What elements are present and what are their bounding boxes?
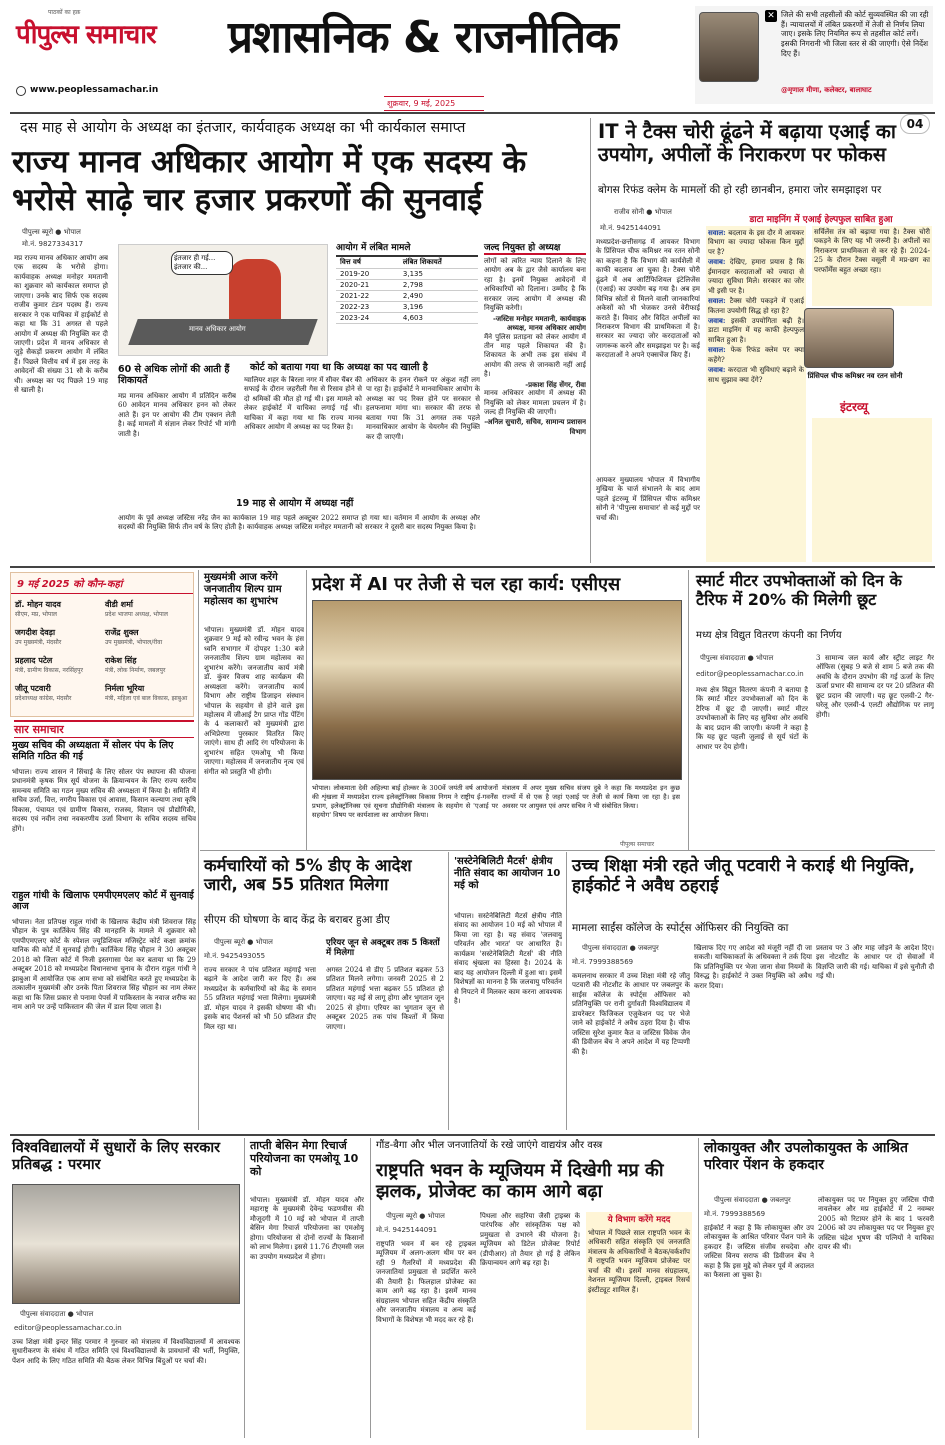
events-box: [10, 572, 194, 717]
qa-line: सवाल: बदलाव के इस दौर में आयकर विभाग का ज्यादा फोकस किन मुद्दों पर है?: [708, 228, 804, 256]
lokayukt-body: हाईकोर्ट ने कहा है कि लोकायुक्त और उप लोकायुक्त के आश्रित परिवार पेंशन पाने के हकदार हैं। जस्टिस संजीव सचदेवा और जस्टिस विनय सराफ की डिवीजन बेंच ने कहा है कि इस मुद्दे को लेकर पूर्व में अदालत का फैसला आ चुका है।: [704, 1224, 814, 1280]
lokayukt-mobile: मो.नं. 7999388569: [704, 1210, 766, 1218]
patwari-mobile: मो.नं. 7999388569: [572, 958, 634, 966]
event-item: डॉ. मोहन यादव सीएम, मप्र, भोपाल: [15, 600, 61, 618]
meter-byline: पीपुल्स संवाददाता ● भोपाल: [700, 654, 774, 662]
museum-body2: पिथला और सहरिया जैसी ट्राइब्स के पारंपरिक और सांस्कृतिक पक्ष को प्रमुखता से उभारने की योजना है। म्यूजियम को डिटेल प्रोजेक्ट रिपोर्ट (डीपीआर) तो तैयार हो गई है लेकिन क्रियान्वयन आगे बढ़ रहा है।: [480, 1212, 580, 1268]
saar-title: सार समाचार: [14, 720, 194, 738]
page-number: 04: [900, 114, 930, 134]
lead-headline: राज्य मानव अधिकार आयोग में एक सदस्य के भरोसे साढ़े चार हजार प्रकरणों की सुनवाई: [12, 144, 527, 218]
museum-body: राष्ट्रपति भवन में बन रहे ट्राइबल म्यूजियम में अलग-अलग थीम पर बन रही 9 गैलरियों में मध्यप्रदेश की जनजातियां प्रमुखता से प्रदर्शित करने की तैयारी है। फिलहाल प्रोजेक्ट का काम आगे बढ़ रहा है। इसमें मानव संग्रहालय भोपाल सहित केंद्रीय संस्कृति और जनजातीय मंत्रालय व अन्य कई विभागों के विशेषज्ञ भी मदद कर रहे हैं।: [376, 1240, 476, 1324]
museum-byline: पीपुल्स ब्यूरो ● भोपाल: [386, 1212, 445, 1220]
quote-box: [695, 6, 933, 104]
lokayukt-headline: लोकायुक्त और उपलोकायुक्त के आश्रित परिवार पेंशन के हकदार: [704, 1140, 908, 1173]
saar-b1: भोपाल। राज्य शासन ने सिंचाई के लिए सोलर पंप स्थापना की योजना प्रधानमंत्री कृषक मित्र सूर्य योजना के क्रियान्वयन के लिए राज्य स्तरीय समन्वय समिति का गठन मुख्य सचिव की अध्यक्षता में किया है। समिति में सचिव उर्जा, वित्त, नगरीय विकास एवं आवास, किसान कल्याण तथा कृषि विकास, पंचायत एवं ग्रामीण विकास, राजस्व, विज्ञान एवं प्रौद्योगिकी, सदस्य एवं नवीन तथा नवकरणीय उर्जा विभाग के सचिव सदस्य सचिव होंगे।: [12, 768, 196, 833]
museum-headline: राष्ट्रपति भवन के म्यूजियम में दिखेगी मप्र की झलक, प्रोजेक्ट का काम आगे बढ़ा: [376, 1160, 664, 1203]
it-qa: [706, 226, 806, 562]
da-byline: पीपुल्स ब्यूरो ● भोपाल: [214, 938, 273, 946]
side-title: जल्द नियुक्त हो अध्यक्ष: [484, 240, 586, 255]
tapi-body: भोपाल। मुख्यमंत्री डॉ. मोहन यादव और महाराष्ट्र के मुख्यमंत्री देवेन्द्र फडणवीस की मौजूदगी में 10 मई को भोपाल में ताप्ती बेसिन मेगा रिचार्ज परियोजना का एमओयू होगा। परियोजना से दोनों राज्यों के किसानों को लाभ मिलेगा। इससे 11.76 टीएमसी जल का उपयोग मध्यप्रदेश में होगा।: [250, 1196, 364, 1261]
table-header: वित्त वर्ष लंबित शिकायतें: [336, 257, 478, 269]
da-body: राज्य सरकार ने पांच प्रतिशत महंगाई भत्ता बढ़ाने के आदेश जारी कर दिए हैं। अब मध्यप्रदेश के कर्मचारियों को केंद्र के समान 55 प्रतिशत महंगाई भत्ता मिलेगा। मुख्यमंत्री डॉ. मोहन यादव ने इसकी घोषणा की थी। इसके बाद पेंशनर्स को भी 50 प्रतिशत डीए मिल रहा था।: [204, 966, 316, 1031]
lead-sub2: कोर्ट को बताया गया था कि अध्यक्ष का पद खाली है: [250, 362, 428, 373]
museum-box: [586, 1212, 692, 1430]
it-headline: IT ने टैक्स चोरी ढूंढने में बढ़ाया एआई का उपयोग, अपीलों के निराकरण पर फोकस: [598, 120, 896, 166]
it-body2: आयकर मुख्यालय भोपाल में विभागीय मुखिया के चार्ज संभालने के बाद आम पहले इंटरव्यू में प्रिंसिपल चीफ कमिश्नर सोनी ने 'पीपुल्स समाचार' से कई मुद्दों पर चर्चा की।: [596, 476, 700, 522]
da-mobile: मो.नं. 9425493055: [204, 952, 266, 960]
side-quote: मानव अधिकार आयोग में अध्यक्ष की नियुक्ति को लेकर मामला प्रचलन में है। जल्द ही नियुक्ति की जाएगी।: [484, 389, 586, 416]
cartoon-speech: इंतजार ही गई... इंतजार की...: [171, 251, 233, 275]
vv-byline: पीपुल्स संवाददाता ● भोपाल: [20, 1310, 94, 1318]
logo-tagline: पाठकों का हक़: [48, 9, 81, 16]
it-photo: [804, 308, 894, 368]
it-subhead: बोगस रिफंड क्लेम के मामलों की हो रही छानबीन, हमारा जोर समझाइश पर: [598, 184, 882, 196]
da-headline: कर्मचारियों को 5% डीए के आदेश जारी, अब 55 प्रतिशत मिलेगा: [204, 856, 412, 895]
lokayukt-body2: लोकायुक्त पद पर नियुक्त हुए जस्टिस पीपी नावलेकर और मप्र हाईकोर्ट में 2 नवम्बर 2005 को रिटायर होने के बाद 1 फरवरी 2006 को उप लोकायुक्त पद पर नियुक्त हुए जस्टिस चंद्रेश भूषण की पत्नियों ने याचिका दायर की थी।: [818, 1196, 934, 1252]
museum-mobile: मो.नं. 9425144091: [376, 1226, 438, 1234]
it-qa-lower: [812, 418, 932, 562]
pending-table: [336, 257, 478, 324]
ai-headline: प्रदेश में AI पर तेजी से चल रहा कार्य: एसीएस: [312, 574, 621, 595]
quote-attribution: @मृणाल मीणा, कलेक्टर, बालाघाट: [781, 86, 872, 94]
ai-caption1: भोपाल। लोकमाता देवी अहिल्या बाई होल्कर के 300वें जयंती वर्ष आयोजनों की शृंखला में मध्यप्रदेश राज्य इलेक्ट्रॉनिक्स विकास निगम ने राष्ट्रीय ई-गवर्नेंस प्रभाग, इलेक्ट्रॉनिक्स एवं सूचना प्रौद्योगिकी मंत्रालय के सहयोग से 'एआई पर सहयोग' विषय पर कार्यशाला का आयोजन किया।: [312, 784, 498, 819]
vv-headline: विश्वविद्यालयों में सुधारों के लिए सरकार प्रतिबद्ध : परमार: [12, 1140, 221, 1174]
cm-body: भोपाल। मुख्यमंत्री डॉ. मोहन यादव शुक्रवार 9 मई को रवीन्द्र भवन के हंस ध्वनि सभागार में दोपहर 1:30 बजे जनजातीय शिल्प ग्राम महोत्सव का शुभारंभ करेंगे। जनजातीय कार्य मंत्री डॉ. कुंवर विजय शाह कार्यक्रम की अध्यक्षता करेंगे। जनजातीय कार्य विभाग और राष्ट्रीय डिजाइन संस्थान भोपाल के सहयोग से होने वाले इस महोत्सव में जीआई टैग प्राप्त गोंड पेंटिंग के 4 कलाकारों को मुख्यमंत्री द्वारा अभिप्रेरणा पुरस्कार वितरित किए जाएंगे। साथ ही आदि रंग परियोजना के शुभारंभ सहित एमओयू भी किया जाएगा। महोत्सव में जनजातीय नृत्य एवं संगीत को प्रस्तुति भी होगी।: [204, 626, 304, 776]
qa-line: जवाब: इसकी उपयोगिता बढ़ी है। डाटा माइनिंग में यह काफी हेल्पफुल साबित हुआ है।: [708, 315, 804, 344]
lead-sub3-body: आयोग के पूर्व अध्यक्ष जस्टिस नरेंद्र जैन का कार्यकाल 19 माह पहले अक्टूबर 2022 समाप्त हो गया था। वर्तमान में आयोग के अध्यक्ष और सदस्यों की नियुक्ति सिर्फ तीन वर्ष के लिए होती है। कार्यवाहक अध्यक्ष जस्टिस मनोहर ममतानी को सरकार ने दूसरी बार सदस्य नियुक्त किया है।: [118, 514, 480, 532]
events-title: 9 मई 2025 को कौन-कहां: [11, 573, 193, 594]
ai-caption2: मंत्रालय में अपर मुख्य सचिव संजय दुबे ने कहा कि मध्यप्रदेश इन कुछ राज्यों में से एक है जहां एआई पर तेजी से कार्य किया जा रहा है। इस अवसर पर आयुक्त एवं अपर सचिव ने भी संबोधित किया।: [502, 784, 680, 810]
website-link[interactable]: www.peoplessamachar.in: [30, 85, 159, 95]
side-quote-by: -प्रकाश सिंह सेंगर, रीवा: [525, 379, 586, 389]
collector-photo: [699, 12, 759, 82]
event-item: राजेंद्र शुक्ल उप मुख्यमंत्री, भोपाल/रीवा: [105, 628, 163, 646]
pending-table-box: [336, 240, 478, 324]
event-item: जगदीश देवड़ा उप मुख्यमंत्री, मंदसौर: [15, 628, 62, 646]
cartoon-desk-label: मानव अधिकार आयोग: [189, 325, 246, 333]
patwari-body3: प्रस्ताव पर 3 और माह जोड़ने के आदेश दिए। इस नोटशीट के आधार पर दो सेवाओं में विज्ञप्ति जारी की गई। याचिका में इसे चुनौती दी गई थी।: [816, 944, 934, 981]
cm-headline: मुख्यमंत्री आज करेंगे जनजातीय शिल्प ग्राम महोत्सव का शुभारंभ: [204, 572, 282, 607]
side-quote: मैंने पुलिस प्रताड़ना को लेकर आयोग में तीन माह पहले शिकायत की है। शिकायत के अभी तक इस संबंध में आयोग की तरफ से जानकारी नहीं आई है।: [484, 332, 586, 379]
meter-subhead: मध्य क्षेत्र विद्युत वितरण कंपनी का निर्णय: [696, 630, 842, 641]
event-item: निर्मला भूरिया मंत्री, महिला एवं बाल विकास, झाबुआ: [105, 684, 188, 702]
quote-text: जिले की सभी तहसीलों की कोर्ट सुव्यवस्थित की जा रही हैं। न्यायालयों में लंबित प्रकरणों में तेजी से निर्णय लिया जाए। इसके लिए नियमित रूप से तहसील कोर्ट लगें। इसकी निगरानी भी जिला स्तर से की जाएगी। ऐसे निर्देश दिए हैं।: [781, 10, 929, 58]
museum-kicker: गौंड-बैगा और भील जनजातियों के रखे जाएंगे वाद्ययंत्र और वस्त्र: [376, 1140, 603, 1151]
patwari-body: कमलनाथ सरकार में उच्च शिक्षा मंत्री रहे जीतू पटवारी की नोटशीट के आधार पर जबलपुर के साईंस कॉलेज के स्पोर्ट्स ऑफिसर को प्रतिनियुक्ति पर रानी दुर्गावती विश्वविद्यालय में डायरेक्टर फिजिकल एजुकेशन पद पर भेजे जाने को हाईकोर्ट ने अवैध ठहरा दिया है। चीफ जस्टिस सुरेश कुमार कैत व जस्टिस विवेक जैन की डिवीजन बेंच ने अपने आदेश में यह टिप्पणी की है।: [572, 972, 690, 1056]
tapi-headline: ताप्ती बेसिन मेगा रिचार्ज परियोजना का एमओयू 10 को: [250, 1139, 359, 1178]
qa-line: जवाब: करदाता भी सुविधाएं बढ़ाने के साथ सुझाव क्या देंगे?: [708, 365, 804, 384]
lead-side: [484, 240, 586, 436]
qa-line: जवाब: देखिए, हमारा प्रयास है कि ईमानदार करदाताओं को ज्यादा से ज्यादा सुविधा मिले। सरकार का जोर भी इसी पर है।: [708, 257, 804, 295]
ai-photo-credit: पीपुल्स समाचार: [620, 841, 655, 848]
vv-email[interactable]: editor@peoplessamachar.co.in: [14, 1324, 122, 1332]
meter-body: मध्य क्षेत्र विद्युत वितरण कंपनी ने बताया है कि स्मार्ट मीटर उपभोक्ताओं को दिन के टैरिफ में छूट दी जाएगी। स्मार्ट मीटर उपभोक्ताओं के लिए यह सुविधा ओर अवधि के बाद प्रदान की जाएगी। कंपनी ने कहा है कि यह छूट पहली जुलाई से सूर्य घंटों के आधार पर देय होगी।: [696, 686, 808, 751]
table-row: 2020-21 2,798: [336, 280, 478, 291]
saar-b2: भोपाल। नेता प्रतिपक्ष राहुल गांधी के खिलाफ केंद्रीय मंत्री शिवराज सिंह चौहान के पुत्र कार्तिकेय सिंह की मानहानि के मामले में शुक्रवार को एमपीएमएलए कोर्ट के स्पेशल ज्यूडिशियल मजिस्ट्रेट कोर्ट कक्षा क्रमांक यानिक की कोर्ट में सुनवाई होगी। कार्तिकेय सिंह चौहान ने 30 अक्टूबर 2018 को जिला कोर्ट में निजी इस्तगासा पेश कर बताया था कि 29 अक्टूबर 2018 को मध्यप्रदेश विधानसभा चुनाव के दौरान राहुल गांधी ने झाबुआ में आयोजित एक आम सभा को संबोधित करते हुए मध्यप्रदेश के तत्कालीन मुख्यमंत्री और उनके पिता शिवराज सिंह चौहान का नाम लेकर कहा था कि जिस प्रकार से पनामा पेपर्स में पाकिस्तान के नवाज शरीफ का नाम आने पर उन्हें पाकिस्तान की जेल में डाल दिया जाता है।: [12, 918, 196, 1011]
da-side-body: अगस्त 2024 से डीए 5 प्रतिशत बढ़कर 53 प्रतिशत मिलने लगेगा। जनवरी 2025 से 2 प्रतिशत महंगाई भत्ता बढ़कर 55 प्रतिशत हो जाएगा। यह मई से लागू होगा और भुगतान जून 2025 से होगा। एरियर का भुगतान जून से अक्टूबर 2025 तक पांच किश्तों में किया जाएगा।: [326, 966, 444, 1031]
patwari-subhead: मामला साईंस कॉलेज के स्पोर्ट्स ऑफिसर की नियुक्ति का: [572, 922, 789, 934]
it-mobile: मो.नं. 9425144091: [600, 224, 662, 232]
side-quote-by: -अनिल सुचारी, सचिव, सामान्य प्रशासन विभाग: [484, 417, 586, 436]
event-item: राकेश सिंह मंत्री, लोक निर्माण, जबलपुर: [105, 656, 166, 674]
pending-table-title: आयोग में लंबित मामले: [336, 240, 478, 257]
it-body: मध्यप्रदेश-छत्तीसगढ़ में आयकर विभाग के प्रिंसिपल चीफ कमिश्नर नव रतन सोनी का कहना है कि विभाग की कार्यशैली में काफी बदलाव आ चुका है। टैक्स चोरी ढूंढने में अब आर्टिफिशियल इंटेलिजेंस (एआई) का उपयोग बढ़ गया है। अब हम विभिन्न स्रोतों से मिलने वाली जानकारियां अकेसों को भी भेजकर उनसे वेरीफाई कराते हैं। विवाद और विदित अपीलों का निराकरण विभाग की प्राथमिकता में है। सरकार का ज्यादा जोर करदाताओं को जागरूक करने और समझाइश पर है। कई करदाताओं ने अपने एक्सचेंज किए हैं।: [596, 238, 700, 360]
table-row: 2021-22 2,490: [336, 291, 478, 302]
it-byline: राजीव सोनी ● भोपाल: [614, 208, 672, 216]
section-title: प्रशासनिक & राजनीतिक: [228, 12, 618, 63]
meter-email[interactable]: editor@peoplessamachar.co.in: [696, 670, 804, 678]
meter-body2: 3 सामान्य जल कार्य और स्ट्रीट लाइट गैर ऑफिस (सुबह 9 बजे से शाम 5 बजे तक की अवधि के दौरान उपभोग की गई ऊर्जा के लिए ऊर्जा प्रभार की सामान्य दर पर 20 प्रतिशत की छूट प्रदान की जाएगी। यह छूट एलवी-2 गैर-घरेलू और एलवी-4 एलटी औद्योगिक पर लागू होगी।: [816, 654, 934, 719]
saar-h1: मुख्य सचिव की अध्यक्षता में सोलर पंप के लिए समिति गठित की गई: [12, 740, 174, 763]
patwari-body2: खिलाफ दिए गए आदेश को मंजूरी नहीं दी जा सकती। याचिकाकर्ता के अधिवक्ता ने तर्क दिया कि प्रतिनियुक्ति पर भेजा जाना सेवा नियमों के विरुद्ध है। हाईकोर्ट ने उक्त नियुक्ति को अवैध करार दिया।: [694, 944, 812, 990]
museum-box-body: भोपाल में पिछले साल राष्ट्रपति भवन के अधिकारी सहित संस्कृति एवं जनजाति मंत्रालय के अधिकारियों ने बैठक/वर्कशॉप में राष्ट्रपति भवन म्यूजियम प्रोजेक्ट पर चर्चा की थी। इसमें मानव संग्रहालय, नेशनल म्यूजियम दिल्ली, ट्राइबल रिसर्च इंस्टीट्यूट शामिल हैं।: [588, 1229, 690, 1294]
lead-sub1-body: मप्र मानव अधिकार आयोग में प्रतिदिन करीब 60 आवेदन मानव अधिकार हनन को लेकर आते हैं। इन पर आयोग की टीम एक्शन लेती है। कई मामलों में संज्ञान लेकर रिपोर्ट भी मांगी जाती है।: [118, 392, 236, 438]
qa-line: सवाल: फेक रिफंड क्लेम पर क्या कहेंगे?: [708, 345, 804, 364]
side-quote-by: -जस्टिस मनोहर ममतानी, कार्यवाहक अध्यक्ष, मानव अधिकार आयोग: [492, 313, 586, 333]
da-subhead: सीएम की घोषणा के बाद केंद्र के बराबर हुआ डीए: [204, 914, 390, 926]
vv-photo: [12, 1184, 240, 1304]
lead-sub1: 60 से अधिक लोगों की आती हैं शिकायतें: [118, 364, 230, 387]
event-item: वीडी शर्मा प्रदेश भाजपा अध्यक्ष, भोपाल: [105, 600, 168, 618]
lead-byline: पीपुल्स ब्यूरो ● भोपाल: [22, 228, 81, 236]
issue-date: शुक्रवार, 9 मई, 2025: [384, 96, 484, 111]
sustain-headline: 'सस्टेनेबिलिटी मैटर्स' क्षेत्रीय नीति संवाद का आयोजन 10 मई को: [454, 856, 561, 891]
sustain-body: भोपाल। सस्टेनेबिलिटी मैटर्स क्षेत्रीय नीति संवाद का आयोजन 10 मई को भोपाल में किया जा रहा है। यह संवाद 'जलवायु परिवर्तन और भारत' पर आधारित है। कार्यक्रम 'सस्टेनेबिलिटी मैटर्स' की नीति संवाद श्रृंखला का हिस्सा है। 2024 के बाद यह आयोजन दिल्ली में हुआ था। इसमें विशेषज्ञों का मानना है कि जलवायु परिवर्तन से निपटने में मिलकर काम करना आवश्यक है।: [454, 912, 562, 1005]
patwari-byline: पीपुल्स संवाददाता ● जबलपुर: [582, 944, 659, 952]
table-row: 2022-23 3,196: [336, 302, 478, 313]
museum-box-title: ये विभाग करेंगे मदद: [607, 1215, 671, 1225]
side-quote: लोगों को त्वरित न्याय दिलाने के लिए आयोग अब के द्वार जैसे कार्यालय बना रहा है। इनमें नियुक्त आवेदनों में अधिकारियों को दिलाना। उम्मीद है कि सरकार जल्द आयोग में अध्यक्ष की नियुक्ति करेगी।: [484, 257, 586, 313]
it-qa-right: सर्विलेंस तंत्र को बढ़ाया गया है। टैक्स चोरी पकड़ने के लिए यह भी जरूरी है। अपीलों का निराकरण प्राथमिकता से कर रहे हैं। 2024-25 के दौरान टैक्स वसूली में मप्र-छग का परफॉर्मेंस बहुत अच्छा रहा।: [812, 226, 932, 306]
it-photo-caption: प्रिंसिपल चीफ कमिश्नर नव रतन सोनी: [807, 372, 903, 380]
globe-icon: [16, 86, 26, 96]
event-item: प्रहलाद पटेल मंत्री, ग्रामीण विकास, नरसिंहपुर: [15, 656, 83, 674]
lead-cartoon: [118, 244, 328, 356]
ai-photo: [312, 600, 682, 780]
logo[interactable]: पीपुल्स समाचार: [16, 20, 156, 50]
qa-line: सवाल: टैक्स चोरी पकड़ने में एआई कितना उपयोगी सिद्ध हो रहा है?: [708, 296, 804, 315]
lead-body: मप्र राज्य मानव अधिकार आयोग अब एक सदस्य के भरोसे होगा। कार्यवाहक अध्यक्ष मनोहर ममतानी का शुक्रवार को कार्यकाल समाप्त हो जाएगा। उनके बाद सिर्फ एक सदस्य राजीव कुमार टंडन पदस्थ हैं। राज्य सरकार ने एक याचिका में हाईकोर्ट से कहा था कि 31 अगस्त से पहले आयोग में अध्यक्ष की नियुक्ति कर दी जाएगी। प्रदेश में मानव अधिकार से जुड़े सैकड़ों प्रकरण आयोग में लंबित हैं। पिछले वित्तीय वर्ष में इस तरह के आवेदनों की संख्या 31 सौ के करीब थी। अध्यक्ष का पद पिछले 19 माह से खाली है।: [14, 254, 108, 395]
lead-mobile: मो.नं. 9827334317: [22, 240, 84, 248]
meter-headline: स्मार्ट मीटर उपभोक्ताओं को दिन के टैरिफ में 20% की मिलेगी छूट: [696, 571, 902, 609]
lead-sub2-body: ग्वालियर शहर के बिरला नगर में सीवर चैंबर की सफाई के दौरान जहरीली गैस से रिसाव होने से दो श्रमिकों की मौत हो गई थी। इस मामले को लेकर हाईकोर्ट में याचिका लगाई गई थी। याचिका में कहा गया था कि राज्य मानव अधिकार आयोग में अध्यक्ष का पद रिक्त है।: [244, 376, 362, 432]
event-item: जीतू पटवारी प्रदेशाध्यक्ष कांग्रेस, मंदसौर: [15, 684, 72, 702]
interview-label: इंटरव्यू: [840, 400, 868, 414]
vv-body: उच्च शिक्षा मंत्री इन्दर सिंह परमार ने गुरुवार को मंत्रालय में विश्वविद्यालयों में आवश्यक सुधारीकरण के संबंध में गठित समिति एवं विश्वविद्यालयों के प्रावधानों की भर्ती, नियुक्ति, पेंशन आदि के लिए गठित समिति की बैठक लेकर विभिन्न बिंदुओं पर चर्चा की।: [12, 1338, 240, 1365]
patwari-headline: उच्च शिक्षा मंत्री रहते जीतू पटवारी ने कराई थी नियुक्ति, हाईकोर्ट ने अवैध ठहराई: [572, 856, 915, 897]
saar-h2: राहुल गांधी के खिलाफ एमपीएमएलए कोर्ट में सुनवाई आज: [12, 890, 194, 913]
table-row: 2023-24 4,603: [336, 313, 478, 324]
lokayukt-byline: पीपुल्स संवाददाता ● जबलपुर: [714, 1196, 791, 1204]
it-box-title: डाटा माइनिंग में एआई हेल्पफुल साबित हुआ: [749, 215, 893, 225]
table-row: 2019-20 3,135: [336, 269, 478, 280]
lead-sub2-body2: अधिकार के हनन रोकने पर अंकुश नहीं लग पा रहा है। हाईकोर्ट ने मानवाधिकार आयोग के अध्यक्ष का पद रिक्त होने पर सरकार से हलफनामा मांगा था। सरकार की तरफ से बताया गया कि 31 अगस्त तक पहले मानवाधिकार आयोग के चेयरमैन की नियुक्ति कर दी जाएगी।: [366, 376, 480, 441]
lead-kicker: दस माह से आयोग के अध्यक्ष का इंतजार, कार्यवाहक अध्यक्ष का भी कार्यकाल समाप्त: [20, 120, 466, 136]
da-side-title: एरियर जून से अक्टूबर तक 5 किश्तों में मिलेगा: [326, 938, 440, 959]
lead-sub3: 19 माह से आयोग में अध्यक्ष नहीं: [236, 498, 354, 509]
x-icon: ✕: [765, 10, 777, 22]
